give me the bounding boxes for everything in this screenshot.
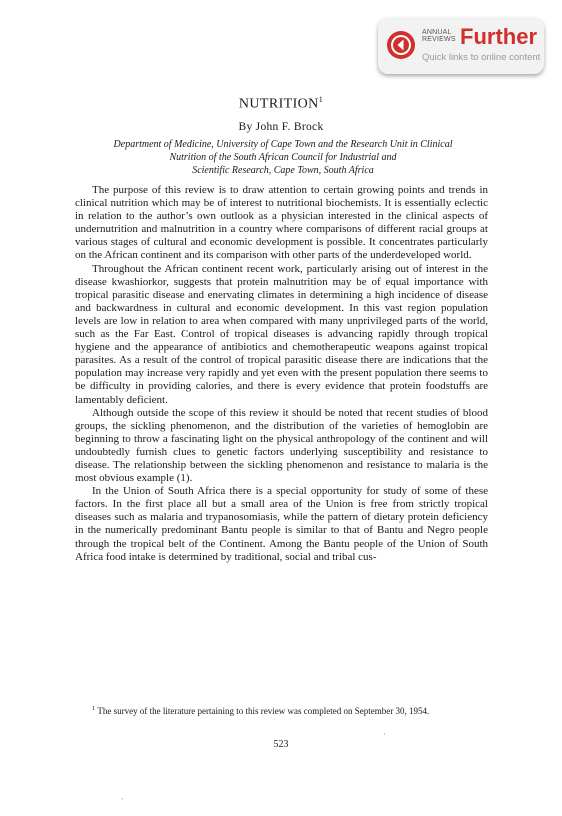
further-links-badge[interactable] bbox=[378, 18, 544, 74]
footnote bbox=[75, 703, 488, 717]
body-paragraph: Although outside the scope of this review it should be noted that recent studies of blood groups, the sickling phenomenon, and the distribution of the varieties of hemoglobin are beginning to throw a fascinating light on the physical anthropology of the continent and will undoubtedly furnish clues to genetic factors underlying susceptibility and resistance to disease. The relationship between the sickling phenomenon and resistance to malaria is the most obvious example (1). bbox=[75, 406, 488, 485]
footnote-text: The survey of the literature pertaining to this review was completed on September 30, 1954. bbox=[97, 706, 430, 716]
affiliation-line: Scientific Research, Cape Town, South Africa bbox=[192, 165, 374, 176]
page-number: 523 bbox=[273, 739, 289, 750]
article-author: By John F. Brock bbox=[238, 121, 324, 133]
article-body bbox=[75, 184, 488, 564]
badge-title: Further bbox=[460, 24, 537, 49]
article-title bbox=[0, 95, 562, 113]
badge-bottom-line: REVIEWS bbox=[422, 36, 456, 43]
affiliation-line: Nutrition of the South African Council for Industrial and bbox=[169, 152, 397, 163]
badge-top-line: ANNUAL bbox=[422, 29, 452, 36]
body-paragraph: In the Union of South Africa there is a special opportunity for study of some of these factors. In the first place all but a small area of the Union is free from strictly tropical diseases such as malaria and trypanosomiasis, while the pattern of dietary protein deficiency in the numerically predominant Bantu people is similar to that of Bantu and Negro people through the tropical belt of the Continent. Among the Bantu people of the Union of South Africa food intake is determined by traditional, social and tribal cus- bbox=[75, 485, 488, 563]
chevron-left-icon bbox=[386, 30, 416, 60]
body-paragraph: The purpose of this review is to draw attention to certain growing points and trends in clinical nutrition which may be of interest to nutritional biochemists. It is essentially eclectic in relation to the author’s own outlook as a physician interested in the clinical aspects of undernutrition and malnutrition in a country where comparisons of different racial groups at various stages of cultural and economic development is possible. It concentrates particularly on the African continent and its comparison with other parts of the underdeveloped world. bbox=[75, 184, 488, 262]
title-footnote-marker[interactable]: 1 bbox=[318, 95, 324, 104]
scan-speck: ` bbox=[121, 797, 124, 806]
scan-speck: · bbox=[383, 730, 386, 739]
footnote-marker: 1 bbox=[92, 705, 96, 712]
author-affiliation bbox=[76, 138, 490, 177]
affiliation-line: Department of Medicine, University of Cape Town and the Research Unit in Clinical bbox=[113, 139, 453, 150]
body-paragraph: Throughout the African continent recent work, particularly arising out of interest in the disease kwashiorkor, suggests that protein malnutrition may be of equal importance with tropical parasitic disease and enervating climates in determining a high incidence of disease and backwardness in cultural and economic development. In this vast region population levels are low in relation to area when compared with many unprivileged parts of the world, such as the Far East. Control of tropical diseases is advancing rapidly through tropical hygiene and the appearance of antibiotics and chemotherapeutic weapons against tropical parasites. As a result of the control of tropical parasitic disease there are indications that the population may increase very rapidly and yet even with the present population there seems to be difficulty in providing calories, and there is every evidence that protein foodstuffs are lamentably deficient. bbox=[75, 262, 488, 406]
badge-subtitle: Quick links to online content bbox=[422, 52, 541, 63]
annual-reviews-logo-text bbox=[422, 29, 456, 43]
article-title-text: NUTRITION bbox=[238, 96, 319, 112]
